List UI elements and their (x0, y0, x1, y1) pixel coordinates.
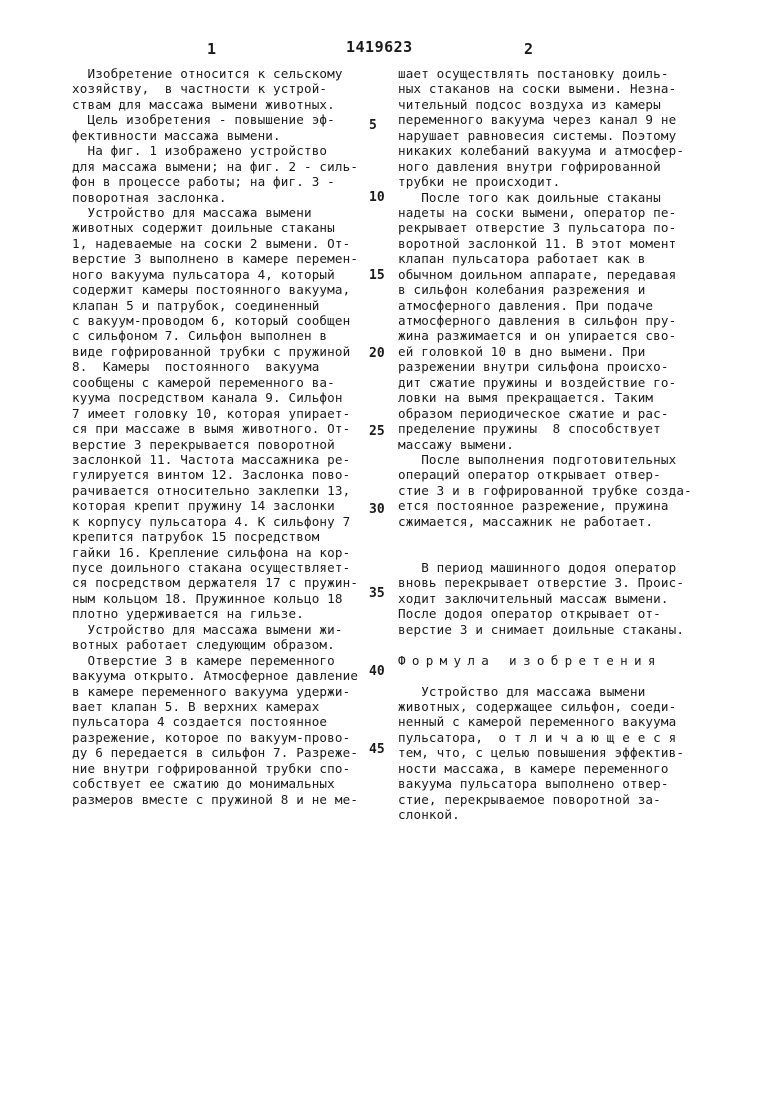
text-line: Устройство для массажа вымени жи- (72, 622, 372, 637)
text-line: поворотная заслонка. (72, 190, 372, 205)
text-line: пусе доильного стакана осуществляет- (72, 560, 372, 575)
text-line: жина разжимается и он упирается сво- (398, 328, 708, 343)
blank-line (398, 637, 708, 652)
text-line: После додоя оператор открывает от- (398, 606, 708, 621)
text-line: На фиг. 1 изображено устройство (72, 143, 372, 158)
text-line: гайки 16. Крепление сильфона на кор- (72, 545, 372, 560)
text-line: После того как доильные стаканы (398, 190, 708, 205)
text-line: к корпусу пульсатора 4. К сильфону 7 (72, 514, 372, 529)
text-line: собствует ее сжатию до монимальных (72, 776, 372, 791)
text-line: стие 3 и в гофрированной трубке созда- (398, 483, 708, 498)
text-line: После выполнения подготовительных (398, 452, 708, 467)
text-line: верстие 3 и снимает доильные стаканы. (398, 622, 708, 637)
margin-line-number: 25 (369, 424, 385, 439)
text-line: крепится патрубок 15 посредством (72, 529, 372, 544)
claims-line: тем, что, с целью повышения эффектив- (398, 745, 708, 760)
margin-line-number: 30 (369, 502, 385, 517)
text-line: заслонкой 11. Частота массажника ре- (72, 452, 372, 467)
text-line: рачивается относительно заклепки 13, (72, 483, 372, 498)
text-line: ного давления внутри гофрированной (398, 159, 708, 174)
blank-line (398, 545, 708, 560)
text-line: шает осуществлять постановку доиль- (398, 66, 708, 81)
text-line: дит сжатие пружины и воздействие го- (398, 375, 708, 390)
text-line: виде гофрированной трубки с пружиной (72, 344, 372, 359)
text-line: хозяйству, в частности к устрой- (72, 81, 372, 96)
text-line: куума посредством канала 9. Сильфон (72, 390, 372, 405)
text-line: вает клапан 5. В верхних камерах (72, 699, 372, 714)
page-number-right: 2 (524, 40, 533, 58)
text-line: атмосферного давления в сильфон пру- (398, 313, 708, 328)
text-line: вотных работает следующим образом. (72, 637, 372, 652)
text-line: ние внутри гофрированной трубки спо- (72, 761, 372, 776)
right-text-column (398, 66, 708, 822)
text-line: Устройство для массажа вымени (72, 205, 372, 220)
text-line: для массажа вымени; на фиг. 2 - силь- (72, 159, 372, 174)
text-line: ей головкой 10 в дно вымени. При (398, 344, 708, 359)
text-line: надеты на соски вымени, оператор пе- (398, 205, 708, 220)
text-line: в сильфон колебания разрежения и (398, 282, 708, 297)
text-line: сообщены с камерой переменного ва- (72, 375, 372, 390)
text-line: ся посредством держателя 17 с пружин- (72, 575, 372, 590)
margin-line-number: 35 (369, 586, 385, 601)
claims-line: пульсатора, о т л и ч а ю щ е е с я (398, 730, 708, 745)
margin-line-number: 45 (369, 742, 385, 757)
claims-line: ненный с камерой переменного вакуума (398, 714, 708, 729)
text-line: ных стаканов на соски вымени. Незна- (398, 81, 708, 96)
margin-line-number: 40 (369, 664, 385, 679)
text-line: переменного вакуума через канал 9 не (398, 112, 708, 127)
blank-line (398, 529, 708, 544)
text-line: воротной заслонкой 11. В этот момент (398, 236, 708, 251)
margin-line-number: 15 (369, 268, 385, 283)
text-line: ду 6 передается в сильфон 7. Разреже- (72, 745, 372, 760)
text-line: разрежение, которое по вакуум-прово- (72, 730, 372, 745)
claims-line: Устройство для массажа вымени (398, 684, 708, 699)
margin-line-number: 20 (369, 346, 385, 361)
text-line: рекрывает отверстие 3 пульсатора по- (398, 220, 708, 235)
text-line: в камере переменного вакуума удержи- (72, 684, 372, 699)
text-line: которая крепит пружину 14 заслонки (72, 498, 372, 513)
text-line: 7 имеет головку 10, которая упирает- (72, 406, 372, 421)
text-line: верстие 3 перекрывается поворотной (72, 437, 372, 452)
claims-line: слонкой. (398, 807, 708, 822)
text-line: ствам для массажа вымени животных. (72, 97, 372, 112)
text-line: образом периодическое сжатие и рас- (398, 406, 708, 421)
text-line: сжимается, массажник не работает. (398, 514, 708, 529)
text-line: ловки на вымя прекращается. Таким (398, 390, 708, 405)
text-line: ся при массаже в вымя животного. От- (72, 421, 372, 436)
text-line: с вакуум-проводом 6, который сообщен (72, 313, 372, 328)
text-line: верстие 3 выполнено в камере перемен- (72, 251, 372, 266)
text-line: гулируется винтом 12. Заслонка пово- (72, 467, 372, 482)
text-line: содержит камеры постоянного вакуума, (72, 282, 372, 297)
text-line: размеров вместе с пружиной 8 и не ме- (72, 792, 372, 807)
text-line: атмосферного давления. При подаче (398, 298, 708, 313)
text-line: вновь перекрывает отверстие 3. Проис- (398, 575, 708, 590)
claims-line: стие, перекрываемое поворотной за- (398, 792, 708, 807)
text-line: массажу вымени. (398, 437, 708, 452)
text-line: ным кольцом 18. Пружинное кольцо 18 (72, 591, 372, 606)
text-line: фон в процессе работы; на фиг. 3 - (72, 174, 372, 189)
margin-line-number: 10 (369, 190, 385, 205)
text-line: В период машинного додоя оператор (398, 560, 708, 575)
claims-line: вакуума пульсатора выполнено отвер- (398, 776, 708, 791)
patent-number: 1419623 (346, 38, 413, 56)
blank-line (398, 668, 708, 683)
text-line: ного вакуума пульсатора 4, который (72, 267, 372, 282)
text-line: нарушает равновесия системы. Поэтому (398, 128, 708, 143)
text-line: чительный подсос воздуха из камеры (398, 97, 708, 112)
text-line: трубки не происходит. (398, 174, 708, 189)
text-line: с сильфоном 7. Сильфон выполнен в (72, 328, 372, 343)
margin-line-number: 5 (369, 118, 377, 133)
text-line: обычном доильном аппарате, передавая (398, 267, 708, 282)
text-line: ется постоянное разрежение, пружина (398, 498, 708, 513)
text-line: разрежении внутри сильфона происхо- (398, 359, 708, 374)
text-line: 8. Камеры постоянного вакуума (72, 359, 372, 374)
text-line: 1, надеваемые на соски 2 вымени. От- (72, 236, 372, 251)
text-line: плотно удерживается на гильзе. (72, 606, 372, 621)
claims-line: животных, содержащее сильфон, соеди- (398, 699, 708, 714)
text-line: пульсатора 4 создается постоянное (72, 714, 372, 729)
text-line: фективности массажа вымени. (72, 128, 372, 143)
left-text-column (72, 66, 372, 807)
claims-heading: Формула изобретения (398, 653, 708, 668)
text-line: вакуума открыто. Атмосферное давление (72, 668, 372, 683)
claims-line: ности массажа, в камере переменного (398, 761, 708, 776)
text-line: Изобретение относится к сельскому (72, 66, 372, 81)
text-line: Цель изобретения - повышение эф- (72, 112, 372, 127)
text-line: ходит заключительный массаж вымени. (398, 591, 708, 606)
text-line: операций оператор открывает отвер- (398, 467, 708, 482)
text-line: пределение пружины 8 способствует (398, 421, 708, 436)
page-number-left: 1 (207, 40, 216, 58)
text-line: животных содержит доильные стаканы (72, 220, 372, 235)
text-line: Отверстие 3 в камере переменного (72, 653, 372, 668)
text-line: никаких колебаний вакуума и атмосфер- (398, 143, 708, 158)
text-line: клапан пульсатора работает как в (398, 251, 708, 266)
text-line: клапан 5 и патрубок, соединенный (72, 298, 372, 313)
